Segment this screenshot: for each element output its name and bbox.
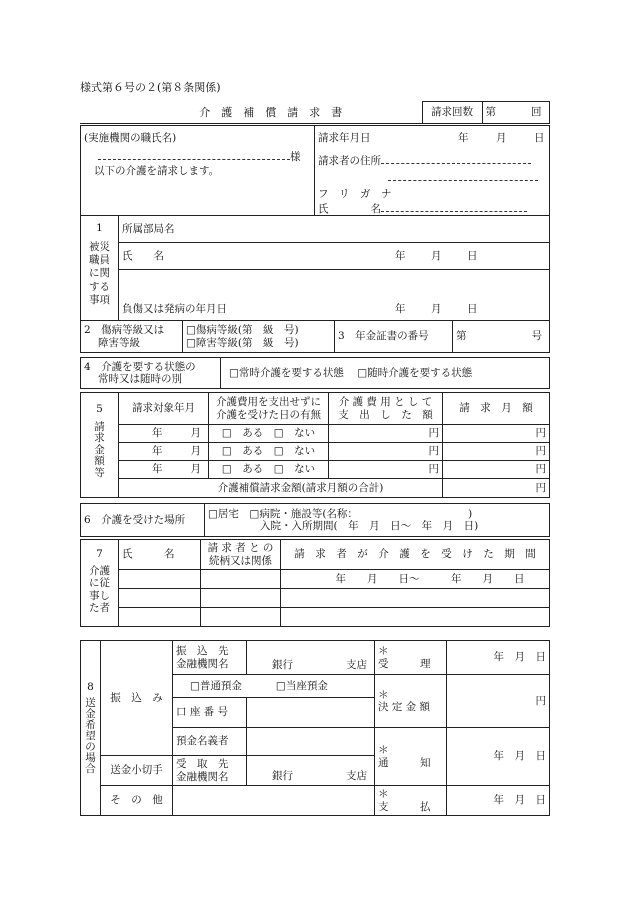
section5-table — [80, 392, 550, 498]
address-field-2[interactable] — [388, 170, 538, 181]
period-field[interactable] — [281, 589, 550, 608]
caregiver-name-field[interactable] — [119, 608, 201, 627]
date-year: 年 — [458, 132, 469, 144]
row-month[interactable]: 年 月 — [119, 425, 209, 443]
section1-table — [80, 215, 550, 321]
caregiver-name-field[interactable] — [119, 589, 201, 608]
col-claim-amount: 請 求 月 額 — [443, 393, 550, 425]
col-target-month: 請求対象年月 — [119, 393, 209, 425]
furigana-label: フ リ ガ ナ — [318, 188, 392, 201]
section8-table — [80, 640, 550, 816]
period-header: 請 求 者 が 介 護 を 受 け た 期 間 — [281, 540, 550, 570]
other-label: そ の 他 — [101, 786, 173, 816]
section1-side-label: 被災職員に関する事項 — [89, 241, 110, 306]
row-expense[interactable]: 円 — [329, 461, 443, 479]
victim-name-label: 氏 名 — [122, 249, 164, 262]
row-month[interactable]: 年 月 — [119, 461, 209, 479]
account-number-label: 口 座 番 号 — [173, 698, 247, 728]
claim-row — [81, 425, 550, 443]
notified-date[interactable]: 年 月 日 — [447, 728, 550, 786]
relation-field[interactable] — [201, 570, 281, 589]
relation-field[interactable] — [201, 608, 281, 627]
grade-label: 2 傷病等級又は 障害等級 — [81, 321, 183, 353]
recv-bank-label: 受 取 先 金融機関名 — [173, 756, 247, 786]
row-expense[interactable]: 円 — [329, 425, 443, 443]
victim-day: 日 — [467, 250, 478, 262]
victim-year: 年 — [395, 250, 406, 262]
injury-date-label: 負傷又は発病の年月日 — [122, 303, 227, 316]
normal-deposit-option[interactable]: □普通預金 — [190, 679, 242, 692]
claim-count-label: 請求回数 — [422, 102, 482, 124]
injury-grade-option[interactable]: □傷病等級(第 級 号) — [186, 324, 299, 337]
pension-label: 3 年金証書の番号 — [335, 321, 453, 353]
care-place-options[interactable] — [205, 504, 550, 537]
recv-bank-field[interactable]: 銀行 支店 — [247, 756, 375, 786]
total-amount[interactable]: 円 — [443, 479, 550, 498]
row-month[interactable]: 年 月 — [119, 443, 209, 461]
claim-row — [81, 443, 550, 461]
form-id: 様式第６号の２(第８条関係) — [80, 81, 221, 94]
injury-date-field[interactable] — [119, 270, 550, 321]
paid-date[interactable]: 年 月 日 — [447, 786, 550, 816]
relation-header: 請 求 者 と の 続柄又は関係 — [201, 540, 281, 570]
dept-label: 所属部局名 — [122, 222, 175, 235]
official-label: (実施機関の職氏名) — [84, 132, 177, 144]
transfer-label: 振 込 み — [101, 641, 173, 756]
account-number-field[interactable] — [247, 698, 375, 728]
caregiver-name-field[interactable] — [119, 570, 201, 589]
section7-side: 7 介護に従事した者 — [81, 540, 119, 627]
addressee-block — [81, 126, 315, 216]
row-yes-no[interactable]: □ ある □ ない — [209, 443, 329, 461]
grade-options[interactable] — [183, 321, 335, 353]
decided-amount-label: ＊ 決 定 金 額 — [375, 675, 447, 728]
care-place-line1[interactable]: □居宅 □病院・施設等(名称： ) — [208, 507, 473, 520]
care-state-options[interactable] — [221, 358, 550, 389]
bank-field[interactable]: 銀行 支店 — [247, 641, 375, 675]
other-field[interactable] — [173, 786, 375, 816]
claim-count-field[interactable]: 第 回 — [482, 102, 549, 124]
date-day: 日 — [534, 132, 545, 144]
injury-day: 日 — [467, 303, 478, 316]
relation-field[interactable] — [201, 589, 281, 608]
notified-label: ＊ 通 知 — [375, 728, 447, 786]
disability-grade-option[interactable]: □障害等級(第 級 号) — [186, 336, 299, 349]
row-yes-no[interactable]: □ ある □ ない — [209, 425, 329, 443]
injury-year: 年 — [395, 303, 406, 316]
care-state-label: 4 介護を要する状態の 常時又は随時の別 — [81, 358, 221, 389]
claimant-block — [315, 126, 550, 216]
section8-side: 8 送金希望の場合 — [81, 641, 101, 816]
address-label: 請求者の住所 — [318, 155, 381, 167]
account-holder-label: 預金名義者 — [173, 728, 247, 756]
care-place-period[interactable]: 入院・入所期間( 年 月 日～ 年 月 日) — [260, 520, 479, 532]
constant-care-option[interactable]: □常時介護を要する状態 — [229, 366, 344, 379]
current-deposit-option[interactable]: □当座預金 — [275, 679, 328, 692]
account-type-options[interactable] — [173, 675, 375, 698]
injury-month: 月 — [431, 303, 442, 316]
section7-table — [80, 539, 550, 627]
row-amount[interactable]: 円 — [443, 461, 550, 479]
section2-table — [80, 320, 550, 353]
occasional-care-option[interactable]: □随時介護を要する状態 — [357, 366, 473, 379]
victim-month: 月 — [431, 250, 442, 262]
row-yes-no[interactable]: □ ある □ ない — [209, 461, 329, 479]
date-month: 月 — [496, 132, 507, 144]
col-expense: 介 護 費 用 と し て 支 出 し た 額 — [329, 393, 443, 425]
row-amount[interactable]: 円 — [443, 443, 550, 461]
address-field[interactable] — [381, 153, 531, 164]
section5-side: 5 請求金額等 — [81, 393, 119, 498]
period-field[interactable] — [281, 608, 550, 627]
header-table — [80, 125, 550, 216]
dept-field[interactable] — [119, 216, 550, 243]
period-field[interactable]: 年 月 日～ 年 月 日 — [281, 570, 550, 589]
date-label: 請求年月日 — [318, 132, 371, 144]
decided-amount[interactable]: 円 — [447, 675, 550, 728]
victim-name-field[interactable] — [119, 243, 550, 270]
check-label: 送金小切手 — [101, 756, 173, 786]
section1-number: 1 — [96, 222, 103, 234]
section6-table — [80, 503, 550, 537]
section1-side — [81, 216, 119, 321]
bank-label: 振 込 先 金融機関名 — [173, 641, 247, 675]
section4-table — [80, 357, 550, 389]
paid-label: ＊ 支 払 — [375, 786, 447, 816]
name-label: 氏 名 — [318, 202, 381, 215]
claim-row — [81, 461, 550, 479]
row-expense[interactable]: 円 — [329, 443, 443, 461]
care-place-label: 6 介護を受けた場所 — [81, 504, 205, 537]
account-holder-field[interactable] — [247, 728, 375, 756]
total-label: 介護補償請求金額(請求月額の合計) — [119, 479, 443, 498]
caregiver-name-header: 氏 名 — [119, 540, 201, 570]
col-no-expense: 介護費用を支出せずに 介護を受けた日の有無 — [209, 393, 329, 425]
sama-label: 様 — [290, 150, 301, 163]
claimant-name-field[interactable] — [381, 201, 527, 212]
pension-number-field[interactable]: 第 号 — [453, 321, 550, 353]
row-amount[interactable]: 円 — [443, 425, 550, 443]
received-date[interactable]: 年 月 日 — [447, 641, 550, 675]
request-text: 以下の介護を請求します。 — [94, 165, 220, 178]
official-name-field[interactable] — [98, 149, 290, 160]
form-title: 介 護 補 償 請 求 書 — [80, 102, 422, 124]
title-table — [80, 101, 550, 124]
received-label: ＊ 受 理 — [375, 641, 447, 675]
